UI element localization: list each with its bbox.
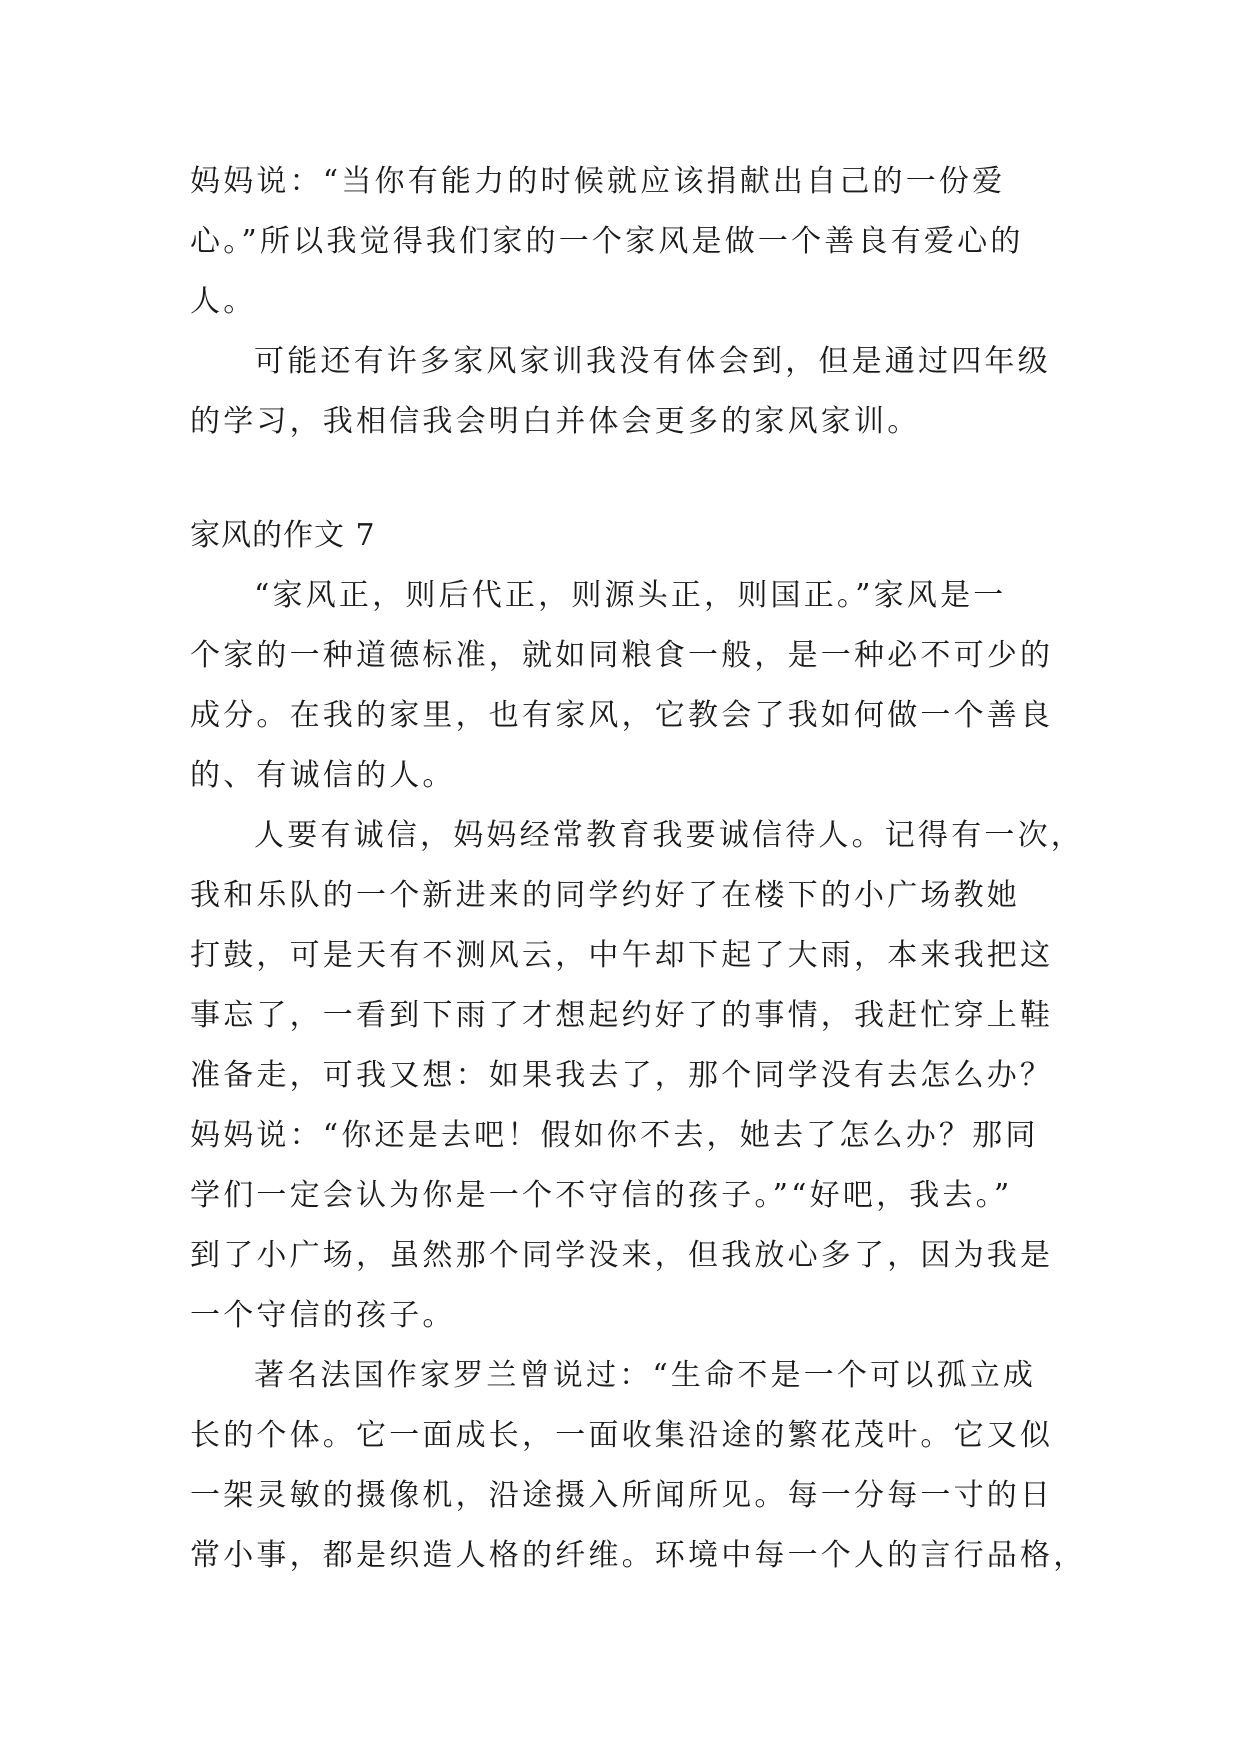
paragraph-line: “家风正，则后代正，则源头正，则国正。”家风是一: [254, 578, 1007, 613]
paragraph-line: 一架灵敏的摄像机，沿途摄入所闻所见。每一分每一寸的日: [190, 1478, 1054, 1513]
paragraph-line: 可能还有许多家风家训我没有体会到，但是通过四年级: [254, 344, 1051, 379]
paragraph-line: 心。”所以我觉得我们家的一个家风是做一个善良有爱心的: [190, 224, 1024, 259]
paragraph-line: 长的个体。它一面成长，一面收集沿途的繁花茂叶。它又似: [190, 1418, 1054, 1453]
paragraph-line: 一个守信的孩子。: [190, 1298, 456, 1333]
paragraph-line: 到了小广场，虽然那个同学没来，但我放心多了，因为我是: [190, 1238, 1054, 1273]
paragraph-line: 常小事，都是织造人格的纤维。环境中每一个人的言行品格，: [190, 1538, 1087, 1573]
paragraph-line: 人要有诚信，妈妈经常教育我要诚信待人。记得有一次，: [254, 818, 1084, 853]
paragraph-line: 成分。在我的家里，也有家风，它教会了我如何做一个善良: [190, 698, 1054, 733]
paragraph-line: 学们一定会认为你是一个不守信的孩子。”“好吧，我去。”: [190, 1178, 1013, 1213]
paragraph-line: 个家的一种道德标准，就如同粮食一般，是一种必不可少的: [190, 638, 1054, 673]
paragraph-line: 打鼓，可是天有不测风云，中午却下起了大雨，本来我把这: [190, 938, 1054, 973]
paragraph-line: 的、有诚信的人。: [190, 758, 456, 793]
paragraph-line: 我和乐队的一个新进来的同学约好了在楼下的小广场教她: [190, 878, 1020, 913]
paragraph-line: 妈妈说：“当你有能力的时候就应该捐献出自己的一份爱: [190, 164, 1006, 199]
paragraph-line: 事忘了，一看到下雨了才想起约好了的事情，我赶忙穿上鞋: [190, 998, 1054, 1033]
paragraph-line: 人。: [190, 284, 257, 319]
paragraph-line: 的学习，我相信我会明白并体会更多的家风家训。: [190, 404, 921, 439]
paragraph-line: 著名法国作家罗兰曾说过：“生命不是一个可以孤立成: [254, 1358, 1037, 1393]
section-heading: 家风的作文 7: [190, 518, 376, 553]
paragraph-line: 妈妈说：“你还是去吧！假如你不去，她去了怎么办？那同: [190, 1118, 1039, 1153]
paragraph-line: 准备走，可我又想：如果我去了，那个同学没有去怎么办？: [190, 1058, 1054, 1093]
